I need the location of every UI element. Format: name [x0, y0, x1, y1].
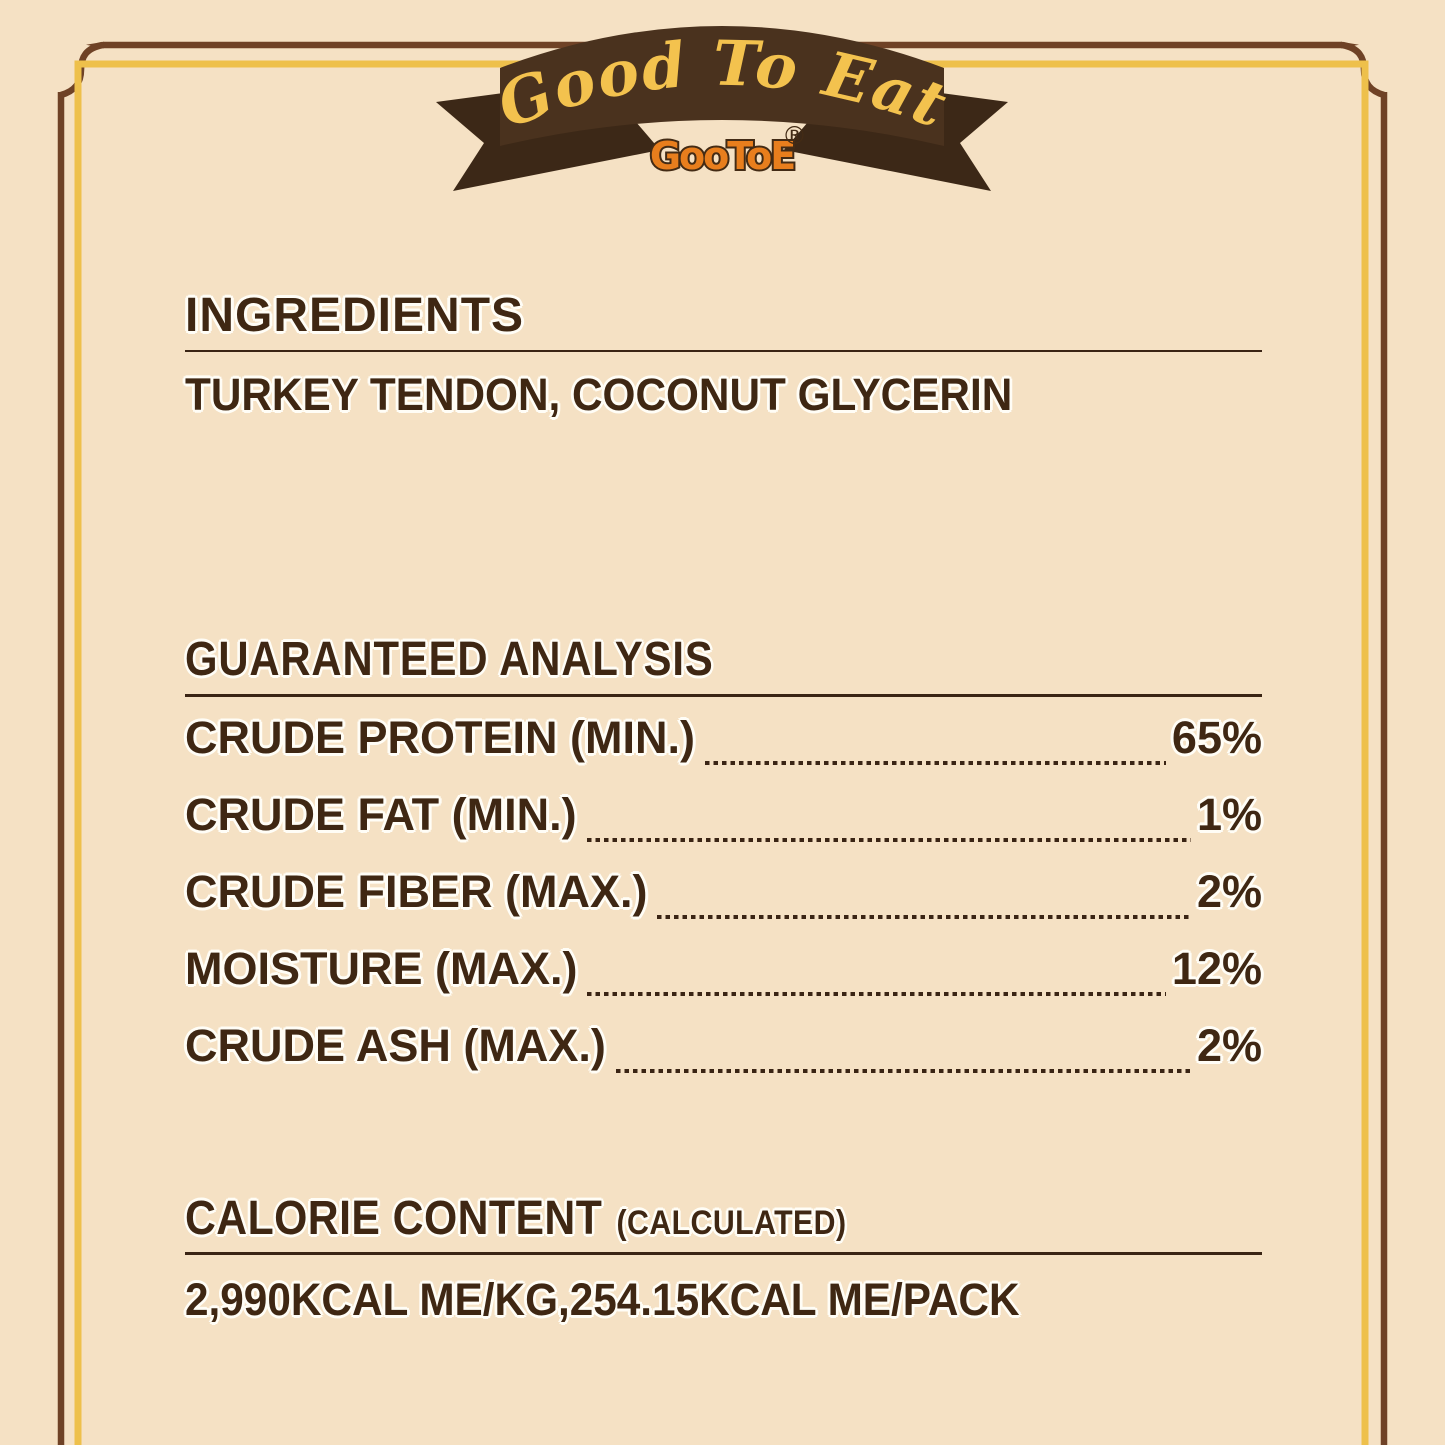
analysis-row: [185, 712, 1262, 763]
ingredients-rule: [185, 350, 1262, 352]
ingredients-title: INGREDIENTS: [185, 289, 525, 342]
analysis-value: 12%: [1171, 943, 1262, 994]
brand-ribbon: [436, 26, 1008, 191]
calorie-content-rule: [185, 1252, 1262, 1255]
calorie-content-title: CALORIE CONTENT: [185, 1192, 603, 1245]
analysis-label: CRUDE ASH (MAX.): [185, 1020, 606, 1071]
analysis-value: 65%: [1171, 712, 1262, 763]
calorie-content-text: 2,990KCAL ME/KG,254.15KCAL ME/PACK: [185, 1274, 1020, 1325]
analysis-row: [185, 1020, 1262, 1071]
analysis-row: [185, 943, 1262, 994]
calorie-content-qualifier: (CALCULATED): [616, 1204, 847, 1242]
analysis-value: 2%: [1196, 866, 1262, 917]
analysis-label: CRUDE FAT (MIN.): [185, 789, 577, 840]
dotted-leader: [587, 838, 1191, 842]
ribbon-script-text: Good To Eat: [488, 26, 958, 143]
analysis-value: 1%: [1196, 789, 1262, 840]
brand-logo-text: GooToE: [649, 134, 795, 178]
analysis-label: CRUDE FIBER (MAX.): [185, 866, 648, 917]
analysis-value: 2%: [1196, 1020, 1262, 1071]
analysis-row: [185, 866, 1262, 917]
analysis-label: MOISTURE (MAX.): [185, 943, 578, 994]
ingredients-text: TURKEY TENDON, COCONUT GLYCERIN: [185, 369, 1013, 420]
registered-trademark-icon: ®: [782, 121, 807, 150]
dotted-leader: [705, 761, 1166, 765]
guaranteed-analysis-title: GUARANTEED ANALYSIS: [185, 633, 714, 686]
calorie-content-heading: [185, 1192, 847, 1245]
dotted-leader: [587, 992, 1165, 996]
analysis-label: CRUDE PROTEIN (MIN.): [185, 712, 695, 763]
guaranteed-analysis-rule: [185, 694, 1262, 697]
analysis-row: [185, 789, 1262, 840]
dotted-leader: [616, 1069, 1191, 1073]
dotted-leader: [657, 915, 1190, 919]
